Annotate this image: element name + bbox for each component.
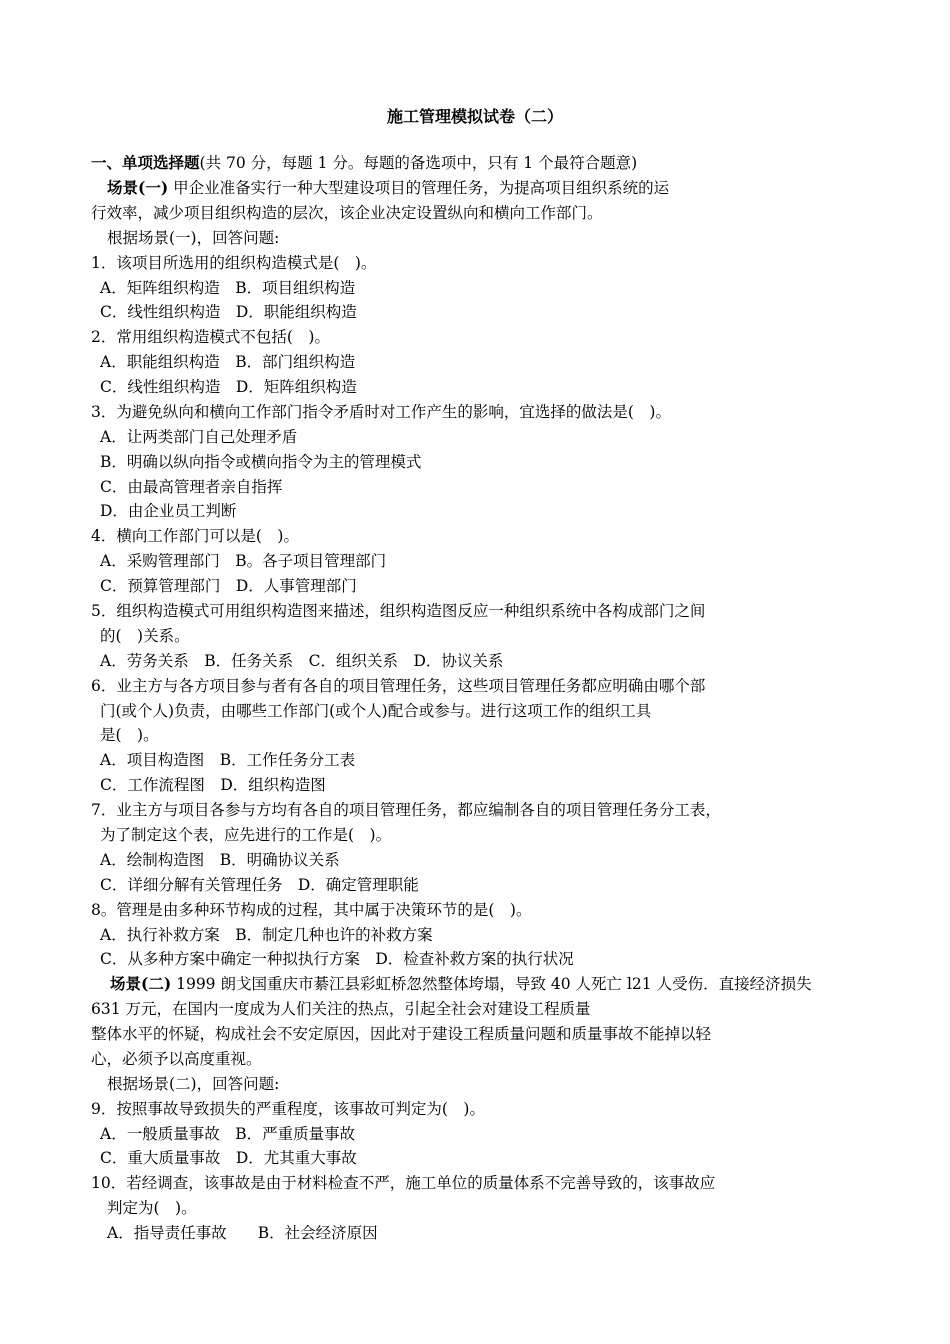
question-continuation: 门(或个人)负责，由哪些工作部门(或个人)配合或参与。进行这项工作的组织工具 — [100, 702, 652, 720]
option-line: A．项目构造图 B．工作任务分工表 — [100, 751, 356, 769]
section-heading-rest: (共 70 分，每题 1 分。每题的备选项中，只有 1 个最符合题意) — [199, 154, 638, 172]
page-title: 施工管理模拟试卷（二） — [386, 107, 563, 126]
question-text: 5．组织构造模式可用组织构造图来描述，组织构造图反应一种组织系统中各构成部门之间 — [91, 602, 706, 620]
option-line: A．职能组织构造 B．部门组织构造 — [100, 353, 356, 371]
option-line: C．预算管理部门 D．人事管理部门 — [100, 577, 357, 595]
question-text: 10．若经调查，该事故是由于材料检查不严，施工单位的质量体系不完善导致的，该事故应 — [91, 1174, 716, 1192]
scenario2-line3: 整体水平的怀疑，构成社会不安定原因，因此对于建设工程质量问题和质量事故不能掉以轻 — [91, 1025, 712, 1043]
scenario2-prompt: 根据场景(二)，回答问题: — [107, 1075, 280, 1093]
option-line: A．指导责任事故 B．社会经济原因 — [107, 1224, 378, 1242]
question-continuation: 的( )关系。 — [100, 627, 190, 645]
scenario1-prompt: 根据场景(一)，回答问题: — [107, 229, 280, 247]
option-line: C．重大质量事故 D．尤其重大事故 — [100, 1149, 357, 1167]
scenario2-line4: 心，必须予以高度重视。 — [91, 1050, 262, 1068]
section-heading — [91, 153, 637, 173]
option-line: D．由企业员工判断 — [100, 502, 237, 520]
question-continuation: 是( )。 — [100, 726, 159, 744]
scenario2-text-1: 1999 朗戈国重庆市綦江县彩虹桥忽然整体垮塌，导致 40 人死亡 l21 人受伤．直接经济损失 — [171, 975, 812, 993]
scenario1-line1 — [107, 178, 669, 198]
scenario2-line2: 631 万元，在国内一度成为人们关注的热点，引起全社会对建设工程质量 — [91, 1000, 591, 1018]
option-line: C．线性组织构造 D．矩阵组织构造 — [100, 378, 357, 396]
scenario1-text-1: 甲企业准备实行一种大型建设项目的管理任务，为提高项目组织系统的运 — [168, 179, 670, 197]
option-line: C．详细分解有关管理任务 D．确定管理职能 — [100, 876, 419, 894]
option-line: A．让两类部门自己处理矛盾 — [100, 428, 298, 446]
option-line: A．采购管理部门 B。各子项目管理部门 — [100, 552, 387, 570]
question-text: 7．业主方与项目各参与方均有各自的项目管理任务，都应编制各自的项目管理任务分工表， — [91, 801, 721, 819]
question-text: 6．业主方与各方项目参与者有各自的项目管理任务，这些项目管理任务都应明确由哪个部 — [91, 677, 706, 695]
scenario1-label: 场景(一) — [107, 178, 169, 197]
option-line: C．工作流程图 D．组织构造图 — [100, 776, 326, 794]
option-line: C．由最高管理者亲自指挥 — [100, 478, 283, 496]
question-continuation: 判定为( )。 — [107, 1199, 197, 1217]
option-line: B．明确以纵向指令或横向指令为主的管理模式 — [100, 453, 422, 471]
question-text: 1．该项目所选用的组织构造模式是( )。 — [91, 254, 377, 272]
option-line: A．劳务关系 B．任务关系 C．组织关系 D．协议关系 — [100, 652, 504, 670]
scenario2-line1 — [110, 974, 812, 994]
scenario1-line2: 行效率，减少项目组织构造的层次，该企业决定设置纵向和横向工作部门。 — [91, 204, 603, 222]
option-line: A．矩阵组织构造 B．项目组织构造 — [100, 279, 356, 297]
option-line: A．执行补救方案 B．制定几种也许的补救方案 — [100, 926, 433, 944]
question-text: 8。管理是由多种环节构成的过程，其中属于决策环节的是( )。 — [91, 901, 532, 919]
question-continuation: 为了制定这个表，应先进行的工作是( )。 — [100, 826, 392, 844]
question-text: 4．横向工作部门可以是( )。 — [91, 527, 299, 545]
question-text: 9．按照事故导致损失的严重程度，该事故可判定为( )。 — [91, 1100, 485, 1118]
option-line: A．绘制构造图 B．明确协议关系 — [100, 851, 340, 869]
question-text: 2．常用组织构造模式不包括( )。 — [91, 328, 330, 346]
option-line: C．从多种方案中确定一种拟执行方案 D．检查补救方案的执行状况 — [100, 950, 574, 968]
option-line: A．一般质量事故 B．严重质量事故 — [100, 1125, 356, 1143]
option-line: C．线性组织构造 D．职能组织构造 — [100, 303, 357, 321]
section-heading-bold: 一、单项选择题 — [91, 153, 200, 172]
scenario2-label: 场景(二) — [110, 974, 172, 993]
question-text: 3．为避免纵向和横向工作部门指令矛盾时对工作产生的影响，宜选择的做法是( )。 — [91, 403, 671, 421]
